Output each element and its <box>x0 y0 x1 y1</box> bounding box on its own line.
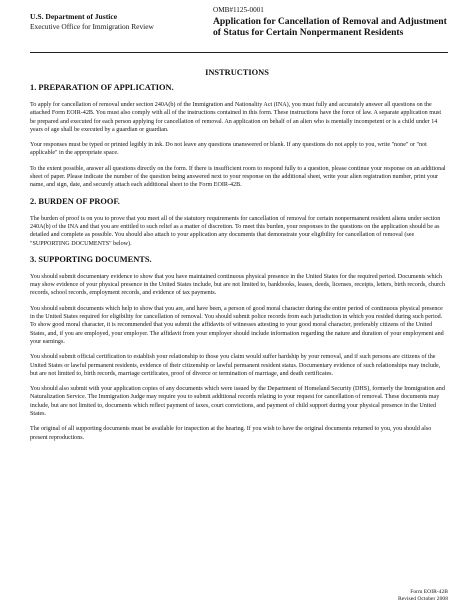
form-title-line-2: of Status for Certain Nonpermanent Residents <box>213 27 404 38</box>
section-heading: 1. PREPARATION OF APPLICATION. <box>30 83 174 92</box>
office-name: Executive Office for Immigration Review <box>30 22 154 31</box>
agency-block <box>30 12 220 32</box>
instructions-heading: INSTRUCTIONS <box>205 68 269 77</box>
omb-number: OMB#1125-0001 <box>213 6 264 14</box>
form-title-line-1: Application for Cancellation of Removal and Adjustment <box>213 16 447 27</box>
paragraph: Your responses must be typed or printed legibly in ink. Do not leave any questions unanswered or blank. If any questions do not apply to you, write "none" or "not applicable" in the appropriate space. <box>30 142 427 157</box>
page-footer <box>398 589 448 603</box>
paragraph: To apply for cancellation of removal under section 240A(b) of the Immigration and Nationality Act (INA), you must fully and accurately answer all questions on the attached Form EOIR-42B. You must also comply with all of the instructions contained in this form. These instructions have the force of law. A separate application must be prepared and executed for each person applying for cancellation of removal. An application on behalf of an alien who is mentally incompetent or is a child under 14 years of age shall be executed by a guardian or guardian. <box>30 102 442 133</box>
section-burden-of-proof <box>30 197 448 248</box>
section-preparation <box>30 83 448 190</box>
paragraph: The original of all supporting documents must be available for inspection at the hearing. If you wish to have the original documents returned to you, you should also present reproductions. <box>30 426 432 441</box>
form-title <box>213 16 453 38</box>
instructions-body <box>30 83 448 449</box>
paragraph: You should also submit with your application copies of any documents which were issued by the Department of Homeland Security (DHS), formerly the Immigration and Naturalization Service. The Immigration Judge may require you to submit additional records relating to your request for cancellation of removal. These documents may include, but are not limited to, documents which reflect payment of taxes, court convictions, and payment of child support during your physical presence in the United States. <box>30 386 445 418</box>
paragraph: You should submit documents which help to show that you are, and have been, a person of good moral character during the entire period of continuous physical presence in the United States required for eligibility for cancellation of removal. You should submit police records from each jurisdiction in which you resided during such period. To show good moral character, it is recommended that you submit the affidavits of witnesses attesting to your good moral character, preferably citizens of the United States, and, if you are employed, your employer. The affidavit from your employer should include information regarding the nature and duration of your employment and your earnings. <box>30 305 444 345</box>
section-heading: 2. BURDEN OF PROOF. <box>30 196 120 206</box>
department-name: U.S. Department of Justice <box>30 12 118 21</box>
section-supporting-documents <box>30 255 448 442</box>
paragraph: You should submit documentary evidence to show that you have maintained continuous physical presence in the United States for the required period. Documents which may show evidence of your physical presence in the United States include, but are not limited to, bankbooks, leases, deeds, licenses, receipts, letters, birth records, church records, school records, employment records, and evidence of tax payments. <box>30 273 445 297</box>
form-title-block <box>213 6 453 38</box>
revision-date: Revised October 2008 <box>397 596 448 602</box>
section-heading: 3. SUPPORTING DOCUMENTS. <box>30 254 152 264</box>
header-rule <box>30 52 448 53</box>
paragraph: The burden of proof is on you to prove that you meet all of the statutory requirements for cancellation of removal for certain nonpermanent resident aliens under section 240A(b) of the INA and that you are entitled to such relief as a matter of discretion. To meet this burden, your responses to the questions on the application should be as detailed and complete as possible. You should also attach to your application any documents that demonstrate your eligibility for cancellation of removal (see "SUPPORTING DOCUMENTS" below). <box>30 215 441 247</box>
paragraph: To the extent possible, answer all questions directly on the form. If there is insufficient room to respond fully to a question, please continue your response on an additional sheet of paper. Please indicate the number of the question being answered next to your response on the additional sheet, write your alien registration number, print your name, and sign, date, and securely attach each additional sheet to the Form EOIR-42B. <box>30 165 446 189</box>
paragraph: You should submit official certification to establish your relationship to those you claim would suffer hardship by your removal, and if such persons are citizens of the United States or lawful permanent residents, evidence of their citizenship or lawful permanent resident status. Documentary evidence of such relationships may include, but are not limited to, birth records, marriage certificates, proof of divorce or termination of marriage, and death certificates. <box>30 354 441 377</box>
form-number: Form EOIR-42B <box>410 589 448 595</box>
